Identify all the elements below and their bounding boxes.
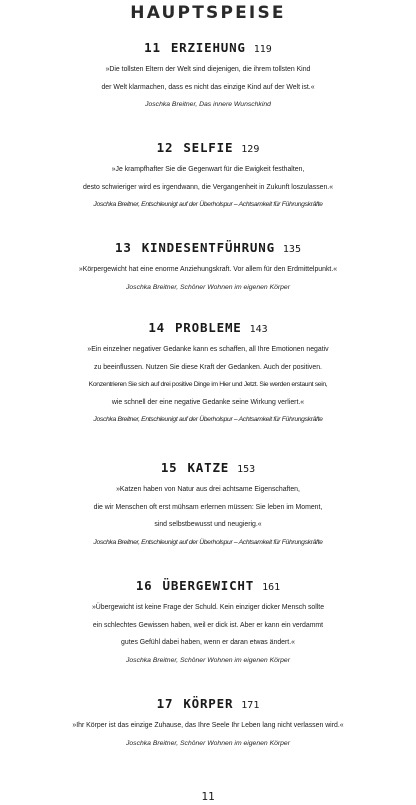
section-heading: HAUPTSPEISE bbox=[130, 3, 286, 23]
quote-source: Joschka Breitner, Schöner Wohnen im eigenen Körper bbox=[126, 656, 290, 664]
chapter-number: 14 bbox=[148, 320, 165, 335]
quote-line: der Welt klarmachen, dass es nicht das einzige Kind auf der Welt ist.« bbox=[101, 83, 315, 91]
quote-line: »Übergewicht ist keine Frage der Schuld. Kein einziger dicker Mensch sollte bbox=[91, 604, 325, 611]
chapter-page: 171 bbox=[241, 700, 260, 711]
quote-line: ein schlechtes Gewissen haben, weil er dick ist. Aber er kann ein verdammt bbox=[92, 621, 324, 629]
chapter-title-line bbox=[0, 140, 416, 157]
chapter-entry bbox=[0, 140, 416, 214]
chapter-title: KATZE bbox=[187, 460, 230, 475]
chapter-entry bbox=[0, 696, 416, 753]
chapter-title: SELFIE bbox=[183, 140, 234, 155]
quote-line: die wir Menschen oft erst mühsam erlernen müssen: Sie leben im Moment, bbox=[93, 503, 323, 511]
chapter-number: 13 bbox=[115, 240, 132, 255]
quote-line: »Die tollsten Eltern der Welt sind diejenigen, die ihrem tollsten Kind bbox=[105, 66, 311, 73]
chapter-number: 16 bbox=[135, 578, 153, 593]
chapter-title-line bbox=[0, 240, 416, 257]
chapter-page: 135 bbox=[282, 244, 301, 255]
chapter-title-line bbox=[0, 320, 416, 337]
quote-source: Joschka Breitner, Schöner Wohnen im eigenen Körper bbox=[126, 283, 290, 291]
quote-line: wie schnell der eine negative Gedanke seine Wirkung verliert.« bbox=[111, 398, 305, 406]
quote-line: »Je krampfhafter Sie die Gegenwart für die Ewigkeit festhalten, bbox=[111, 166, 305, 173]
quote-line: »Ein einzelner negativer Gedanke kann es schaffen, all Ihre Emotionen negativ bbox=[87, 346, 329, 353]
quote-source: Joschka Breitner, Entschleunigt auf der Überholspur – Achtsamkeit für Führungskräfte bbox=[93, 538, 323, 546]
chapter-title: ERZIEHUNG bbox=[170, 40, 246, 55]
chapter-title-line bbox=[0, 40, 416, 57]
chapter-number: 11 bbox=[144, 40, 161, 55]
chapter-entry bbox=[0, 578, 416, 670]
chapter-entry bbox=[0, 460, 416, 552]
chapter-number: 17 bbox=[156, 696, 174, 711]
quote-source: Joschka Breitner, Entschleunigt auf der Überholspur – Achtsamkeit für Führungskräfte bbox=[93, 416, 323, 423]
chapter-page: 153 bbox=[237, 464, 256, 475]
quote-line: »Katzen haben von Natur aus drei achtsame Eigenschaften, bbox=[116, 486, 300, 493]
chapter-entry bbox=[0, 240, 416, 297]
chapter-page: 161 bbox=[262, 582, 281, 593]
chapter-title: KÖRPER bbox=[183, 696, 234, 711]
chapter-page: 119 bbox=[253, 44, 272, 55]
quote-line: »Ihr Körper ist das einzige Zuhause, das Ihre Seele Ihr Leben lang nicht verlassen wird.« bbox=[72, 722, 344, 729]
chapter-title-line bbox=[0, 696, 416, 713]
quote-line: gutes Gefühl dabei haben, wenn er daran etwas ändert.« bbox=[121, 639, 295, 646]
quote-source: Joschka Breitner, Schöner Wohnen im eigenen Körper bbox=[126, 739, 290, 747]
chapter-number: 12 bbox=[156, 140, 174, 155]
chapter-number: 15 bbox=[160, 460, 178, 475]
page-number: 11 bbox=[201, 790, 215, 803]
chapter-title: PROBLEME bbox=[174, 320, 242, 335]
chapter-title-line bbox=[0, 578, 416, 595]
quote-line: zu beeinflussen. Nutzen Sie diese Kraft der Gedanken. Auch der positiven. bbox=[94, 363, 322, 371]
chapter-entry bbox=[0, 40, 416, 114]
chapter-page: 129 bbox=[241, 144, 260, 155]
chapter-page: 143 bbox=[249, 324, 268, 335]
chapter-entry bbox=[0, 320, 416, 429]
quote-source: Joschka Breitner, Entschleunigt auf der Überholspur – Achtsamkeit für Führungskräfte bbox=[93, 201, 323, 208]
chapter-title-line bbox=[0, 460, 416, 477]
quote-line: Konzentrieren Sie sich auf drei positive Dinge im Hier und Jetzt. Sie werden erstaunt sein, bbox=[88, 381, 328, 388]
quote-line: desto schwieriger wird es irgendwann, die Vergangenheit in Zukunft loszulassen.« bbox=[82, 183, 334, 191]
chapter-title: ÜBERGEWICHT bbox=[162, 578, 255, 593]
quote-source: Joschka Breitner, Das innere Wunschkind bbox=[145, 101, 271, 108]
quote-line: »Körpergewicht hat eine enorme Anziehungskraft. Vor allem für den Erdmittelpunkt.« bbox=[78, 266, 338, 273]
quote-line: sind selbstbewusst und neugierig.« bbox=[154, 521, 262, 528]
chapter-title: KINDESENTFÜHRUNG bbox=[141, 240, 275, 255]
